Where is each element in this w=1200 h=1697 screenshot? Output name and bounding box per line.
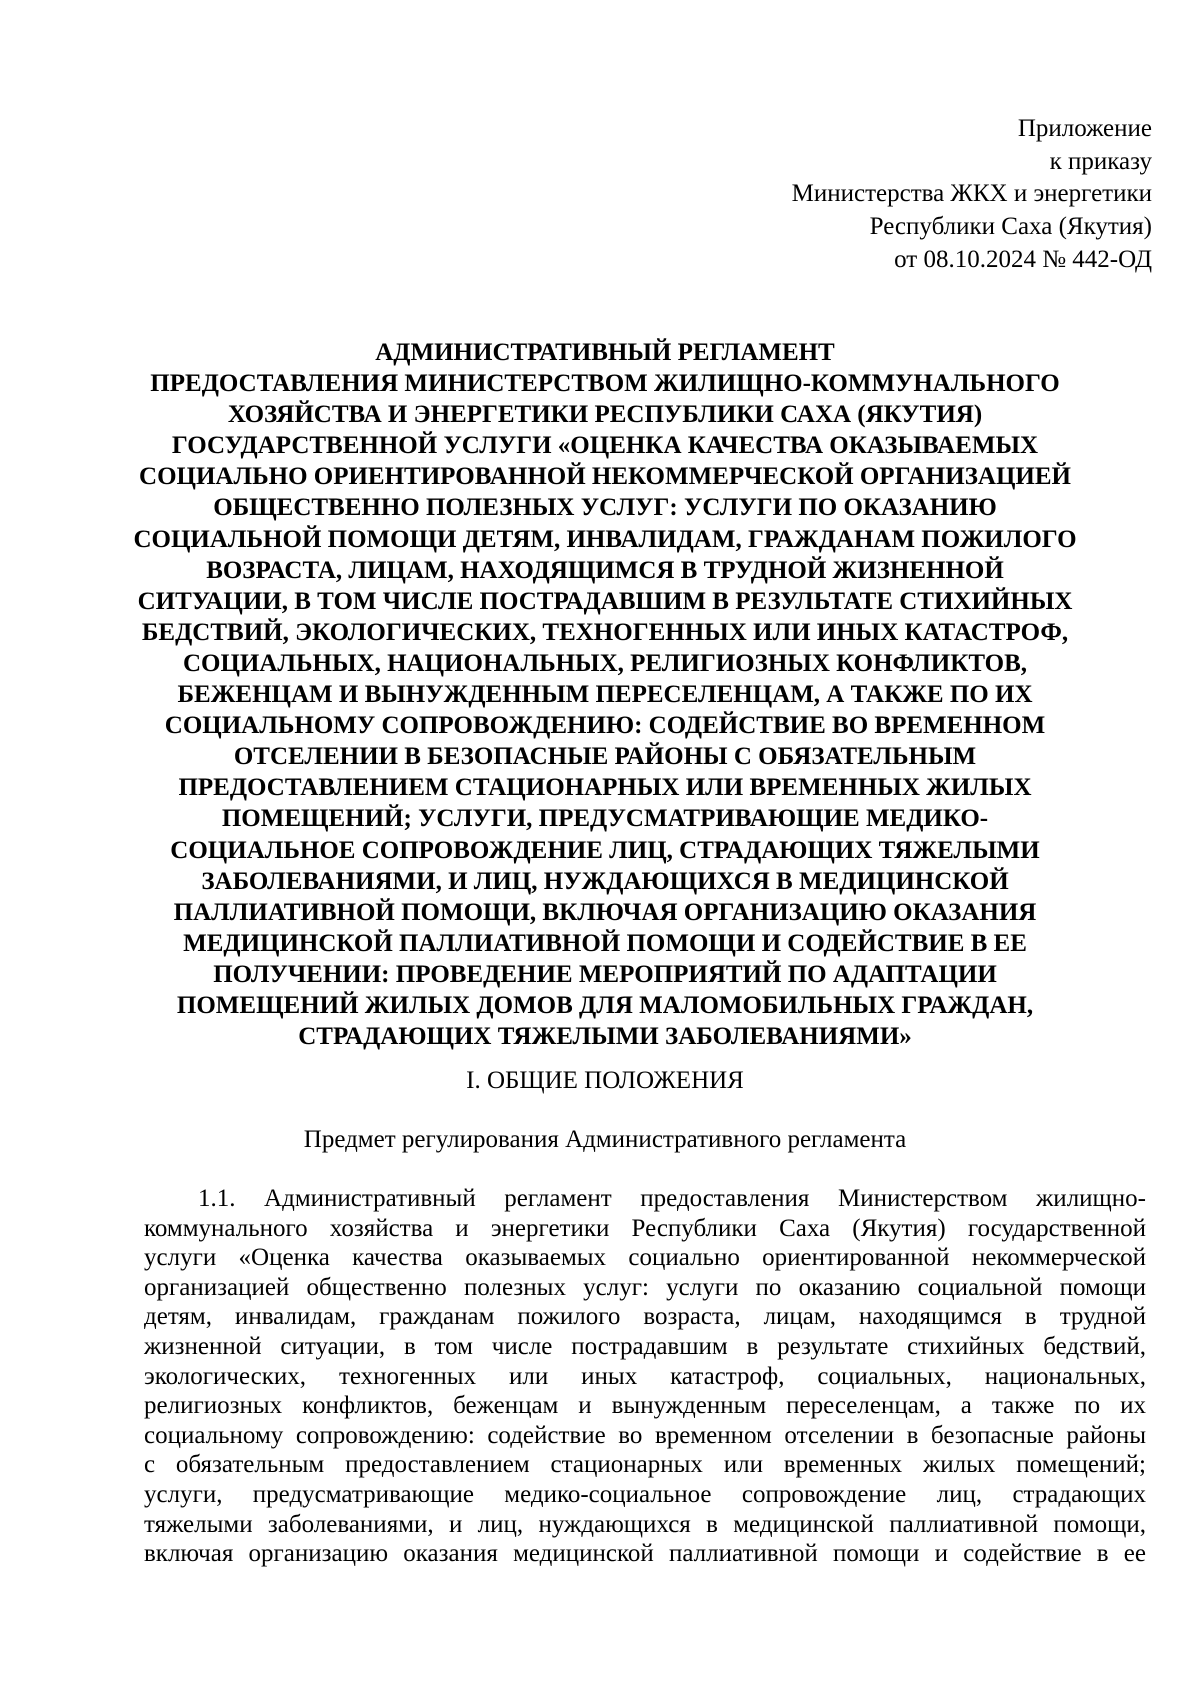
title-line: СОЦИАЛЬНОМУ СОПРОВОЖДЕНИЮ: СОДЕЙСТВИЕ ВО ВРЕМЕННОМ	[164, 712, 1046, 740]
title-line: ПАЛЛИАТИВНОЙ ПОМОЩИ, ВКЛЮЧАЯ ОРГАНИЗАЦИЮ ОКАЗАНИЯ	[173, 898, 1037, 926]
paragraph-line: детям, инвалидам, гражданам пожилого возраста, лицам, находящимся в трудной	[144, 1303, 1146, 1331]
title-line: ОБЩЕСТВЕННО ПОЛЕЗНЫХ УСЛУГ: УСЛУГИ ПО ОКАЗАНИЮ	[213, 494, 997, 522]
paragraph-line: включая организацию оказания медицинской паллиативной помощи и содействие в ее	[144, 1540, 1146, 1568]
title-line: ПОМЕЩЕНИЙ ЖИЛЫХ ДОМОВ ДЛЯ МАЛОМОБИЛЬНЫХ ГРАЖДАН,	[176, 991, 1034, 1019]
paragraph-line: организацией общественно полезных услуг: услуги по оказанию социальной помощи	[144, 1273, 1146, 1301]
approval-line: к приказу	[1049, 147, 1152, 175]
title-line: СТРАДАЮЩИХ ТЯЖЕЛЫМИ ЗАБОЛЕВАНИЯМИ»	[298, 1023, 912, 1051]
paragraph-line: религиозных конфликтов, беженцам и вынужденным переселенцам, а также по их	[144, 1392, 1146, 1420]
paragraph-line: услуги, предусматривающие медико-социальное сопровождение лиц, страдающих	[144, 1480, 1146, 1508]
paragraph-line: коммунального хозяйства и энергетики Республики Саха (Якутия) государственной	[144, 1214, 1146, 1242]
title-line: СОЦИАЛЬНЫХ, НАЦИОНАЛЬНЫХ, РЕЛИГИОЗНЫХ КОНФЛИКТОВ,	[182, 649, 1028, 677]
title-line: АДМИНИСТРАТИВНЫЙ РЕГЛАМЕНТ	[375, 339, 835, 366]
section-heading: I. ОБЩИЕ ПОЛОЖЕНИЯ	[466, 1067, 744, 1094]
title-line: ВОЗРАСТА, ЛИЦАМ, НАХОДЯЩИМСЯ В ТРУДНОЙ ЖИЗНЕННОЙ	[206, 556, 1004, 584]
title-line: СОЦИАЛЬНОЙ ПОМОЩИ ДЕТЯМ, ИНВАЛИДАМ, ГРАЖДАНАМ ПОЖИЛОГО	[133, 525, 1077, 553]
title-line: ХОЗЯЙСТВА И ЭНЕРГЕТИКИ РЕСПУБЛИКИ САХА (ЯКУТИЯ)	[227, 401, 983, 429]
title-line: ЗАБОЛЕВАНИЯМИ, И ЛИЦ, НУЖДАЮЩИХСЯ В МЕДИЦИНСКОЙ	[201, 867, 1009, 895]
title-line: СОЦИАЛЬНО ОРИЕНТИРОВАННОЙ НЕКОММЕРЧЕСКОЙ ОРГАНИЗАЦИЕЙ	[139, 463, 1071, 491]
approval-line: Республики Саха (Якутия)	[869, 213, 1152, 241]
title-line: СИТУАЦИИ, В ТОМ ЧИСЛЕ ПОСТРАДАВШИМ В РЕЗУЛЬТАТЕ СТИХИЙНЫХ	[137, 587, 1073, 615]
paragraph-line: жизненной ситуации, в том числе пострадавшим в результате стихийных бедствий,	[144, 1332, 1146, 1360]
approval-order-date-number: от 08.10.2024 № 442-ОД	[894, 245, 1152, 273]
paragraph-1-1	[144, 1184, 1146, 1569]
title-line: МЕДИЦИНСКОЙ ПАЛЛИАТИВНОЙ ПОМОЩИ И СОДЕЙСТВИЕ В ЕЕ	[183, 929, 1027, 957]
title-line: ПРЕДОСТАВЛЕНИЕМ СТАЦИОНАРНЫХ ИЛИ ВРЕМЕННЫХ ЖИЛЫХ	[178, 774, 1032, 802]
title-line: ГОСУДАРСТВЕННОЙ УСЛУГИ «ОЦЕНКА КАЧЕСТВА ОКАЗЫВАЕМЫХ	[171, 432, 1039, 460]
approval-line: Приложение	[1017, 115, 1152, 142]
approval-line: Министерства ЖКХ и энергетики	[791, 180, 1152, 208]
paragraph-line: 1.1. Административный регламент предоставления Министерством жилищно-	[198, 1185, 1146, 1212]
title-line: БЕЖЕНЦАМ И ВЫНУЖДЕННЫМ ПЕРЕСЕЛЕНЦАМ, А ТАКЖЕ ПО ИХ	[177, 681, 1033, 709]
paragraph-line: с обязательным предоставлением стационарных или временных жилых помещений;	[144, 1451, 1146, 1479]
title-line: ОТСЕЛЕНИИ В БЕЗОПАСНЫЕ РАЙОНЫ С ОБЯЗАТЕЛЬНЫМ	[233, 743, 977, 771]
document-title	[120, 337, 1090, 1052]
title-line: ПОЛУЧЕНИИ: ПРОВЕДЕНИЕ МЕРОПРИЯТИЙ ПО АДАПТАЦИИ	[213, 960, 997, 988]
title-line: БЕДСТВИЙ, ЭКОЛОГИЧЕСКИХ, ТЕХНОГЕННЫХ ИЛИ ИНЫХ КАТАСТРОФ,	[141, 618, 1069, 646]
paragraph-line: тяжелыми заболеваниями, и лиц, нуждающихся в медицинской паллиативной помощи,	[144, 1510, 1146, 1538]
title-line: СОЦИАЛЬНОЕ СОПРОВОЖДЕНИЕ ЛИЦ, СТРАДАЮЩИХ ТЯЖЕЛЫМИ	[170, 836, 1040, 864]
title-line: ПОМЕЩЕНИЙ; УСЛУГИ, ПРЕДУСМАТРИВАЮЩИЕ МЕДИКО-	[221, 805, 989, 833]
title-line: ПРЕДОСТАВЛЕНИЯ МИНИСТЕРСТВОМ ЖИЛИЩНО-КОММУНАЛЬНОГО	[150, 370, 1060, 398]
paragraph-line: услуги «Оценка качества оказываемых социально ориентированной некоммерческой	[144, 1244, 1146, 1272]
approval-block	[792, 113, 1152, 277]
paragraph-line: социальному сопровождению: содействие во временном отселении в безопасные районы	[144, 1421, 1146, 1449]
subsection-heading: Предмет регулирования Административного регламента	[303, 1126, 907, 1153]
paragraph-line: экологических, техногенных или иных катастроф, социальных, национальных,	[144, 1362, 1146, 1390]
